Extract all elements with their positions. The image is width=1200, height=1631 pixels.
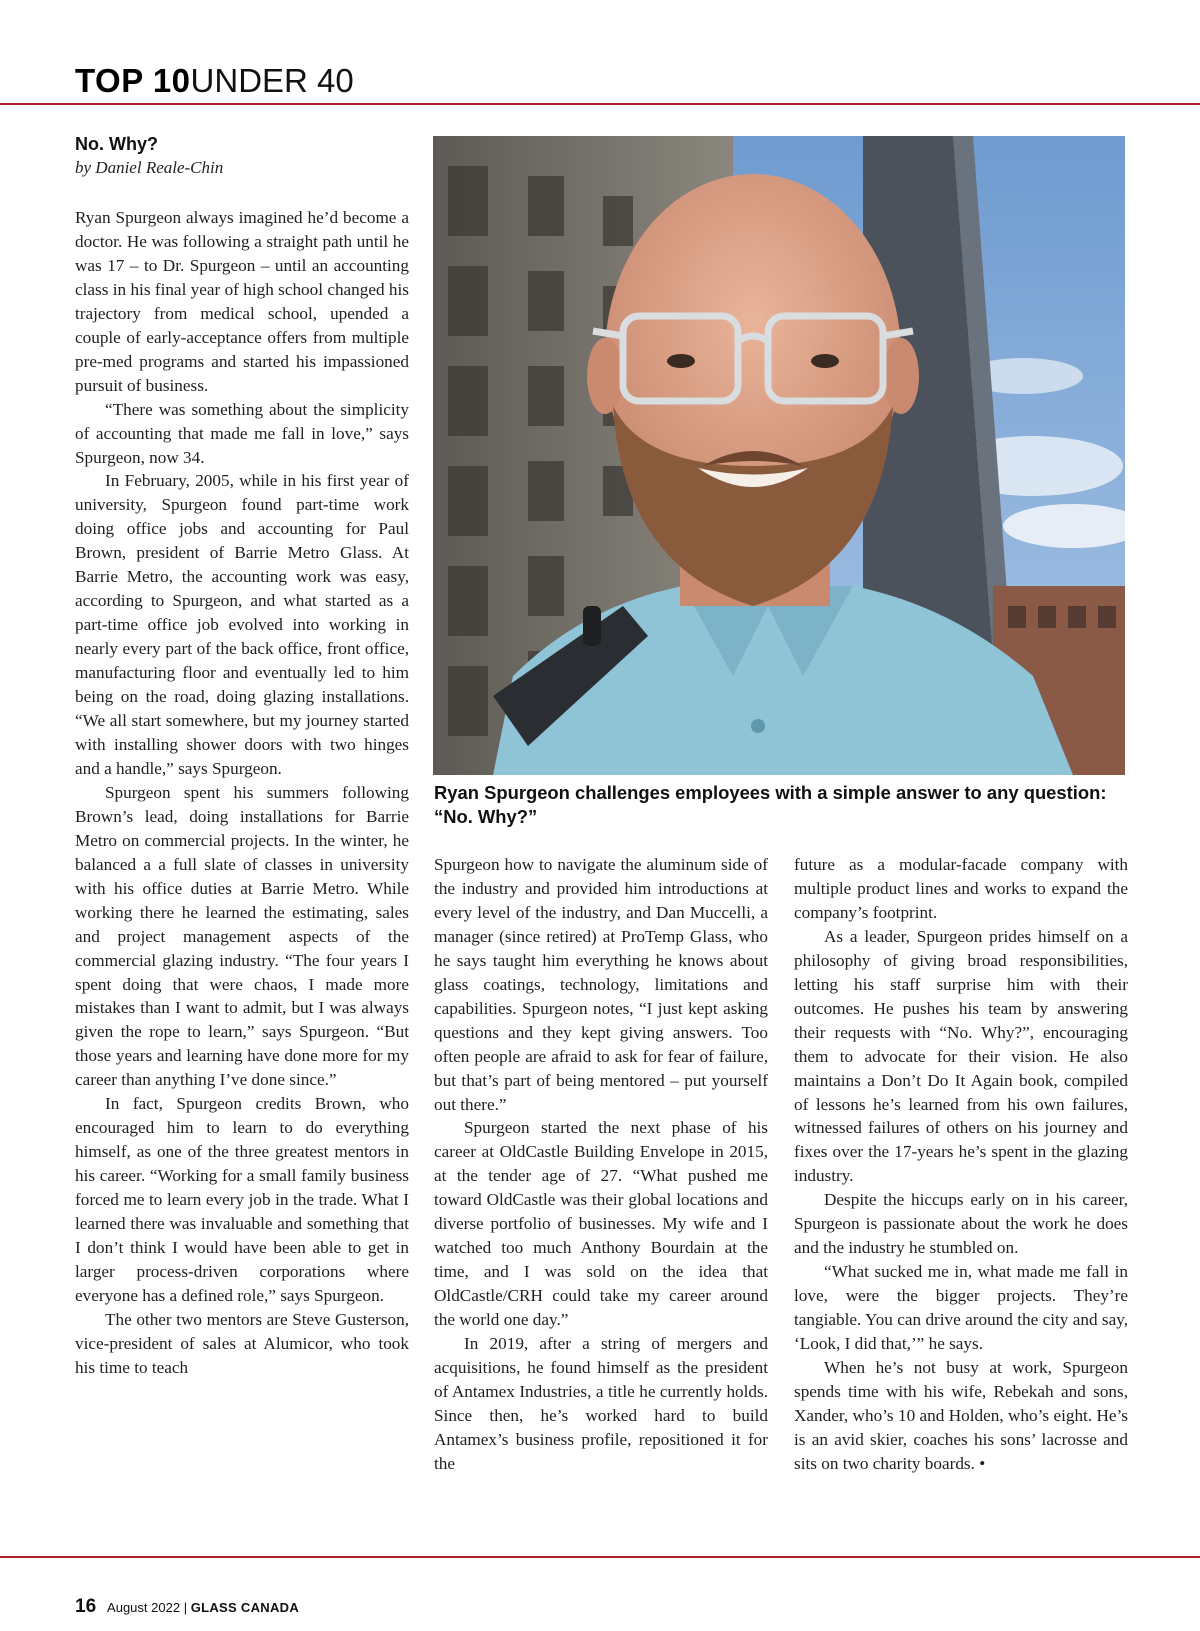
header-rule (0, 103, 1200, 105)
portrait-illustration (433, 136, 1125, 775)
section-title-rest: UNDER 40 (190, 62, 354, 99)
section-header (75, 62, 354, 106)
paragraph: “There was something about the simplicity of accounting that made me fall in love,” says Spurgeon, now 34. (75, 399, 409, 467)
paragraph: In fact, Spurgeon credits Brown, who encouraged him to learn to do everything himself, as one of the three greatest mentors in his career. “Working for a small family business forced me to learn every job in the trade. What I learned there was invaluable and something that I don’t think I would have been able to get in larger process-driven corporations where everyone has a defined role,” says Spurgeon. (75, 1094, 409, 1305)
article-headline: No. Why? (75, 134, 158, 154)
issue-date: August 2022 (107, 1600, 181, 1615)
portrait-photo (433, 136, 1125, 775)
article-column-2 (434, 853, 768, 1476)
paragraph: Spurgeon started the next phase of his career at OldCastle Building Envelope in 2015, at the tender age of 27. “What pushed me toward OldCastle was their global locations and diverse portfolio of businesses. My wife and I watched too much Anthony Bourdain at the time, and I was sold on the idea that OldCastle/CRH could take my career around the world one day.” (434, 1118, 768, 1330)
paragraph: The other two mentors are Steve Gusterson, vice-president of sales at Alumicor, who took his time to teach (75, 1309, 409, 1377)
footer-rule (0, 1556, 1200, 1558)
page-number: 16 (75, 1596, 97, 1617)
article-column-1 (75, 206, 409, 1380)
paragraph: future as a modular-facade company with multiple product lines and works to expand the company’s footprint. (794, 855, 1128, 922)
magazine-name: GLASS CANADA (190, 1600, 300, 1615)
paragraph: Spurgeon how to navigate the aluminum side of the industry and provided him introductions at every level of the industry, and Dan Muccelli, a manager (since retired) at ProTemp Glass, who he says taught him everything he knows about glass coatings, technology, limitations and capabilities. Spurgeon notes, “I just kept asking questions and they kept giving answers. Too often people are afraid to ask for fear of failure, but that’s part of being mentored – put yourself out there.” (434, 855, 768, 1114)
footer-separator: | (183, 1600, 188, 1615)
section-title-bold: TOP 10 (75, 62, 191, 99)
paragraph: As a leader, Spurgeon prides himself on a philosophy of giving broad responsibilities, letting his staff surprise him with their outcomes. He pushes his team by answering their requests with “No. Why?”, encouraging them to advocate for their vision. He also maintains a Don’t Do It Again book, compiled of lessons he’s learned from his own failures, witnessed failures of others on his journey and fixes over the 17-years he’s spent in the glazing industry. (794, 926, 1128, 1186)
article-byline: by Daniel Reale-Chin (75, 158, 224, 177)
paragraph: In February, 2005, while in his first year of university, Spurgeon found part-time work doing office jobs and accounting for Paul Brown, president of Barrie Metro Glass. At Barrie Metro, the accounting work was easy, according to Spurgeon, and what started as a part-time office job evolved into working in nearly every part of the back office, front office, manufacturing floor and eventually led to him being on the road, doing glazing installations. “We all start somewhere, but my journey started with installing shower doors with two hinges and a handle,” says Spurgeon. (75, 471, 409, 778)
paragraph: Spurgeon spent his summers following Brown’s lead, doing installations for Barrie Metro on commercial projects. In the winter, he balanced a a full slate of classes in university with his office duties at Barrie Metro. While working there he learned the estimating, sales and project management aspects of the commercial glazing industry. “The four years I spent doing that were chaos, I made more mistakes than I want to admit, but I was always given the rope to learn,” says Spurgeon. “But those years and learning have done more for my career than anything I’ve done since.” (75, 782, 409, 1090)
page-footer (75, 1596, 299, 1618)
photo-caption: Ryan Spurgeon challenges employees with a simple answer to any question: “No. Why?” (434, 782, 1107, 827)
paragraph: In 2019, after a string of mergers and acquisitions, he found himself as the president of Antamex Industries, a title he currently holds. Since then, he’s worked hard to build Antamex’s business profile, repositioned it for the (434, 1334, 768, 1473)
article-column-3 (794, 853, 1128, 1476)
paragraph: Ryan Spurgeon always imagined he’d become a doctor. He was following a straight path until he was 17 – to Dr. Spurgeon – until an accounting class in his final year of high school changed his trajectory from medical school, upended a couple of early-acceptance offers from multiple pre-med programs and started his impassioned pursuit of business. (75, 208, 409, 395)
paragraph: “What sucked me in, what made me fall in love, were the bigger projects. They’re tangiable. You can drive around the city and say, ‘Look, I did that,’” he says. (794, 1262, 1128, 1354)
paragraph: When he’s not busy at work, Spurgeon spends time with his wife, Rebekah and sons, Xander, who’s 10 and Holden, who’s eight. He’s is an avid skier, coaches his sons’ lacrosse and sits on two charity boards. • (794, 1358, 1128, 1473)
paragraph: Despite the hiccups early on in his career, Spurgeon is passionate about the work he does and the industry he stumbled on. (794, 1190, 1128, 1258)
